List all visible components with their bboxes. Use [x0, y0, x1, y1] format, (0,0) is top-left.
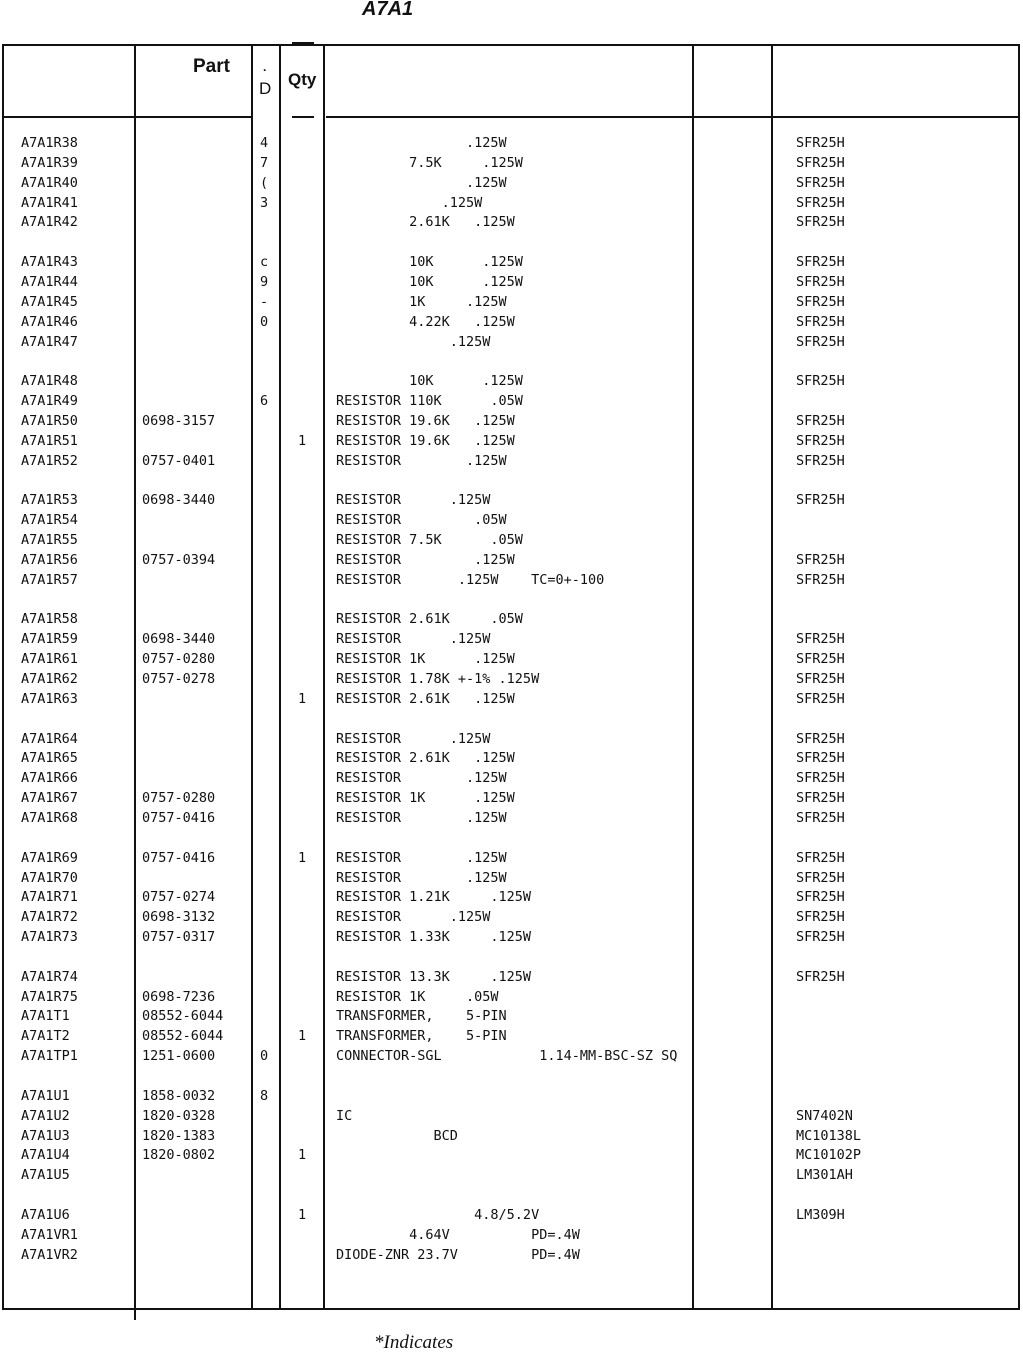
mfr-part-cell: SFR25H — [796, 333, 845, 350]
description-cell: BCD — [336, 1127, 458, 1144]
table-row — [0, 1145, 1023, 1165]
part-number-cell: 0698-3132 — [142, 909, 216, 926]
ref-cell: A7A1R57 — [21, 571, 78, 588]
description-cell: RESISTOR 1.21K .125W — [336, 889, 532, 906]
ref-cell: A7A1R65 — [21, 750, 78, 767]
ref-cell: A7A1R61 — [21, 651, 78, 668]
ref-cell: A7A1R63 — [21, 690, 78, 707]
mfr-part-cell: SFR25H — [796, 452, 845, 469]
part-number-cell: 0698-3157 — [142, 412, 216, 429]
qty-cell: 1 — [298, 1206, 307, 1223]
mfr-part-cell: LM309H — [796, 1206, 845, 1223]
mfr-part-cell: SFR25H — [796, 492, 845, 509]
table-row — [0, 729, 1023, 749]
mfr-part-cell: SFR25H — [796, 968, 845, 985]
ref-cell: A7A1R48 — [21, 373, 78, 390]
ref-cell: A7A1R54 — [21, 512, 78, 529]
table-row — [0, 133, 1023, 153]
ref-cell: A7A1R70 — [21, 869, 78, 886]
part-number-cell: 1858-0032 — [142, 1087, 216, 1104]
ref-cell: A7A1R71 — [21, 889, 78, 906]
ref-cell: A7A1R44 — [21, 274, 78, 290]
table-row — [0, 371, 1023, 391]
mfr-part-cell: SFR25H — [796, 135, 845, 151]
ref-cell: A7A1R66 — [21, 770, 78, 787]
part-number-cell: 08552-6044 — [142, 1028, 224, 1045]
ref-cell: A7A1R39 — [21, 154, 78, 171]
description-cell: TRANSFORMER, 5-PIN — [336, 1028, 507, 1045]
ref-cell: A7A1R40 — [21, 174, 78, 191]
part-number-cell: 0698-7236 — [142, 988, 216, 1005]
description-cell: 2.61K .125W — [336, 214, 515, 231]
description-cell: RESISTOR .125W — [336, 849, 507, 866]
description-cell: 10K .125W — [336, 254, 523, 271]
description-cell: RESISTOR 1K .125W — [336, 790, 515, 807]
table-row — [0, 669, 1023, 689]
description-cell: .125W — [336, 194, 483, 211]
mfr-part-cell: SFR25H — [796, 274, 845, 290]
table-row — [0, 1086, 1023, 1106]
mfr-part-cell: SFR25H — [796, 730, 845, 747]
description-cell: 10K .125W — [336, 274, 523, 290]
table-row — [0, 1006, 1023, 1026]
header-bottom-rule — [2, 116, 252, 118]
description-cell: 7.5K .125W — [336, 154, 523, 171]
table-row — [0, 927, 1023, 947]
table-row — [0, 550, 1023, 570]
table-row — [0, 808, 1023, 828]
table-row — [0, 1245, 1023, 1265]
ref-cell: A7A1TP1 — [21, 1048, 78, 1065]
description-cell: RESISTOR 2.61K .125W — [336, 750, 515, 767]
description-cell: IC — [336, 1107, 353, 1124]
ref-cell: A7A1T2 — [21, 1028, 70, 1045]
table-row — [0, 887, 1023, 907]
description-cell: RESISTOR .125W — [336, 492, 491, 509]
ref-cell: A7A1R47 — [21, 333, 78, 350]
part-number-cell: 1251-0600 — [142, 1048, 216, 1065]
ref-cell: A7A1R59 — [21, 631, 78, 648]
ref-cell: A7A1R74 — [21, 968, 78, 985]
table-row — [0, 490, 1023, 510]
mfr-part-cell: SFR25H — [796, 790, 845, 807]
table-row — [0, 1126, 1023, 1146]
ref-cell: A7A1VR2 — [21, 1246, 78, 1263]
mfr-part-cell: MC10138L — [796, 1127, 862, 1144]
description-cell: RESISTOR 110K .05W — [336, 393, 523, 410]
mfr-part-cell: SFR25H — [796, 809, 845, 826]
table-row — [0, 609, 1023, 629]
table-row — [0, 570, 1023, 590]
description-cell: RESISTOR 2.61K .125W — [336, 690, 515, 707]
table-row — [0, 1165, 1023, 1185]
mfr-part-cell: MC10102P — [796, 1147, 862, 1164]
ref-cell: A7A1R43 — [21, 254, 78, 271]
mfr-part-cell: SFR25H — [796, 670, 845, 687]
description-cell: .125W — [336, 174, 507, 191]
description-cell: 4.8/5.2V — [336, 1206, 540, 1223]
part-number-cell: 0757-0274 — [142, 889, 216, 906]
table-row — [0, 649, 1023, 669]
description-cell: RESISTOR 1.78K +-1% .125W — [336, 670, 540, 687]
ref-cell: A7A1R72 — [21, 909, 78, 926]
ref-cell: A7A1R38 — [21, 135, 78, 151]
mfr-part-cell: SFR25H — [796, 869, 845, 886]
mfr-part-cell: SFR25H — [796, 690, 845, 707]
d-cell: 6 — [260, 393, 269, 410]
ref-cell: A7A1T1 — [21, 1008, 70, 1025]
description-cell: RESISTOR .125W — [336, 631, 491, 648]
ref-cell: A7A1R55 — [21, 532, 78, 548]
description-cell: RESISTOR .125W — [336, 809, 507, 826]
table-row — [0, 153, 1023, 173]
description-cell: RESISTOR 13.3K .125W — [336, 968, 532, 985]
qty-tick-mid — [292, 116, 314, 118]
d-cell: 7 — [260, 154, 269, 171]
table-row — [0, 967, 1023, 987]
mfr-part-cell: SFR25H — [796, 551, 845, 568]
header-qty: Qty — [288, 70, 317, 89]
table-row — [0, 768, 1023, 788]
description-cell: RESISTOR 2.61K .05W — [336, 611, 523, 628]
description-cell: RESISTOR 1K .125W — [336, 651, 515, 668]
header-part: Part — [193, 56, 230, 77]
description-cell: RESISTOR .125W TC=0+-100 — [336, 571, 605, 588]
page-title: A7A1 — [362, 0, 414, 20]
description-cell: RESISTOR 19.6K .125W — [336, 432, 515, 449]
mfr-part-cell: SFR25H — [796, 929, 845, 945]
description-cell: RESISTOR .125W — [336, 869, 507, 886]
ref-cell: A7A1R49 — [21, 393, 78, 410]
description-cell: DIODE-ZNR 23.7V PD=.4W — [336, 1246, 580, 1263]
ref-cell: A7A1R42 — [21, 214, 78, 231]
ref-cell: A7A1R58 — [21, 611, 78, 628]
table-row — [0, 907, 1023, 927]
table-row — [0, 629, 1023, 649]
ref-cell: A7A1VR1 — [21, 1226, 78, 1243]
ref-cell: A7A1R68 — [21, 809, 78, 826]
mfr-part-cell: SFR25H — [796, 313, 845, 330]
mfr-part-cell: SFR25H — [796, 432, 845, 449]
part-number-cell: 08552-6044 — [142, 1008, 224, 1025]
description-cell: RESISTOR .125W — [336, 452, 507, 469]
d-cell: 8 — [260, 1087, 269, 1104]
ref-cell: A7A1R50 — [21, 412, 78, 429]
description-cell: RESISTOR .05W — [336, 512, 507, 529]
mfr-part-cell: LM301AH — [796, 1167, 853, 1184]
ref-cell: A7A1R53 — [21, 492, 78, 509]
mfr-part-cell: SFR25H — [796, 651, 845, 668]
table-row — [0, 1205, 1023, 1225]
table-row — [0, 431, 1023, 451]
description-cell: .125W — [336, 333, 491, 350]
table-row — [0, 312, 1023, 332]
mfr-part-cell: SFR25H — [796, 254, 845, 271]
description-cell: RESISTOR .125W — [336, 909, 491, 926]
ref-cell: A7A1R56 — [21, 551, 78, 568]
table-row — [0, 788, 1023, 808]
description-cell: CONNECTOR-SGL 1.14-MM-BSC-SZ SQ — [336, 1048, 678, 1065]
description-cell: 1K .125W — [336, 293, 507, 310]
ref-cell: A7A1U1 — [21, 1087, 70, 1104]
table-row — [0, 451, 1023, 471]
part-number-cell: 1820-0802 — [142, 1147, 216, 1164]
part-number-cell: 0757-0280 — [142, 790, 216, 807]
description-cell: .125W — [336, 135, 507, 151]
description-cell: RESISTOR 19.6K .125W — [336, 412, 515, 429]
table-row — [0, 1046, 1023, 1066]
description-cell: RESISTOR 1.33K .125W — [336, 929, 532, 945]
mfr-part-cell: SFR25H — [796, 849, 845, 866]
d-cell: 4 — [260, 135, 269, 151]
d-cell: 0 — [260, 313, 269, 330]
ref-cell: A7A1R51 — [21, 432, 78, 449]
ref-cell: A7A1U6 — [21, 1206, 70, 1223]
mfr-part-cell: SFR25H — [796, 889, 845, 906]
table-row — [0, 1225, 1023, 1245]
table-row — [0, 530, 1023, 550]
qty-cell: 1 — [298, 849, 307, 866]
table-bottom-border — [2, 1308, 1020, 1310]
table-row — [0, 848, 1023, 868]
description-cell: RESISTOR .125W — [336, 770, 507, 787]
d-cell: ( — [260, 174, 269, 191]
ref-cell: A7A1R69 — [21, 849, 78, 866]
d-cell: 0 — [260, 1048, 269, 1065]
table-row — [0, 212, 1023, 232]
table-row — [0, 332, 1023, 352]
header-d: D — [259, 79, 272, 98]
part-number-cell: 0757-0278 — [142, 670, 216, 687]
mfr-part-cell: SFR25H — [796, 373, 845, 390]
ref-cell: A7A1R67 — [21, 790, 78, 807]
ref-cell: A7A1R45 — [21, 293, 78, 310]
description-cell: 4.64V PD=.4W — [336, 1226, 580, 1243]
table-row — [0, 868, 1023, 888]
part-number-cell: 0757-0416 — [142, 849, 216, 866]
mfr-part-cell: SFR25H — [796, 214, 845, 231]
table-row — [0, 173, 1023, 193]
qty-cell: 1 — [298, 690, 307, 707]
description-cell: RESISTOR 7.5K .05W — [336, 532, 523, 548]
description-cell: RESISTOR 1K .05W — [336, 988, 499, 1005]
description-cell: TRANSFORMER, 5-PIN — [336, 1008, 507, 1025]
ref-cell: A7A1R41 — [21, 194, 78, 211]
ref-cell: A7A1R64 — [21, 730, 78, 747]
table-row — [0, 689, 1023, 709]
qty-cell: 1 — [298, 1028, 307, 1045]
table-row — [0, 748, 1023, 768]
description-cell: RESISTOR .125W — [336, 551, 515, 568]
part-number-cell: 0757-0280 — [142, 651, 216, 668]
mfr-part-cell: SFR25H — [796, 194, 845, 211]
part-number-cell: 0757-0394 — [142, 551, 216, 568]
table-top-border — [2, 44, 1020, 46]
part-number-cell: 0698-3440 — [142, 631, 216, 648]
d-cell: c — [260, 254, 269, 271]
table-row — [0, 411, 1023, 431]
qty-cell: 1 — [298, 432, 307, 449]
ref-cell: A7A1U2 — [21, 1107, 70, 1124]
table-row — [0, 987, 1023, 1007]
ref-cell: A7A1U5 — [21, 1167, 70, 1184]
description-cell: 10K .125W — [336, 373, 523, 390]
mfr-part-cell: SFR25H — [796, 571, 845, 588]
qty-cell: 1 — [298, 1147, 307, 1164]
table-row — [0, 193, 1023, 213]
table-row — [0, 1026, 1023, 1046]
table-row — [0, 292, 1023, 312]
mfr-part-cell: SN7402N — [796, 1107, 853, 1124]
part-number-cell: 1820-0328 — [142, 1107, 216, 1124]
table-row — [0, 272, 1023, 292]
part-number-cell: 1820-1383 — [142, 1127, 216, 1144]
mfr-part-cell: SFR25H — [796, 412, 845, 429]
ref-cell: A7A1R46 — [21, 313, 78, 330]
mfr-part-cell: SFR25H — [796, 770, 845, 787]
header-dot: . — [263, 60, 267, 74]
d-cell: - — [260, 293, 269, 310]
mfr-part-cell: SFR25H — [796, 154, 845, 171]
table-row — [0, 1106, 1023, 1126]
ref-cell: A7A1R52 — [21, 452, 78, 469]
mfr-part-cell: SFR25H — [796, 293, 845, 310]
part-number-cell: 0698-3440 — [142, 492, 216, 509]
d-cell: 9 — [260, 274, 269, 290]
part-number-cell: 0757-0401 — [142, 452, 216, 469]
table-row — [0, 510, 1023, 530]
d-cell: 3 — [260, 194, 269, 211]
part-number-cell: 0757-0317 — [142, 929, 216, 945]
table-row — [0, 252, 1023, 272]
mfr-part-cell: SFR25H — [796, 174, 845, 191]
description-cell: RESISTOR .125W — [336, 730, 491, 747]
ref-cell: A7A1R75 — [21, 988, 78, 1005]
ref-cell: A7A1R62 — [21, 670, 78, 687]
ref-cell: A7A1R73 — [21, 929, 78, 945]
description-cell: 4.22K .125W — [336, 313, 515, 330]
table-row — [0, 391, 1023, 411]
mfr-part-cell: SFR25H — [796, 750, 845, 767]
mfr-part-cell: SFR25H — [796, 909, 845, 926]
header-bottom-rule-desc — [326, 116, 1020, 118]
ref-cell: A7A1U4 — [21, 1147, 70, 1164]
part-number-cell: 0757-0416 — [142, 809, 216, 826]
qty-tick-top — [292, 42, 314, 44]
mfr-part-cell: SFR25H — [796, 631, 845, 648]
footnote: *Indicates — [374, 1332, 454, 1353]
ref-cell: A7A1U3 — [21, 1127, 70, 1144]
